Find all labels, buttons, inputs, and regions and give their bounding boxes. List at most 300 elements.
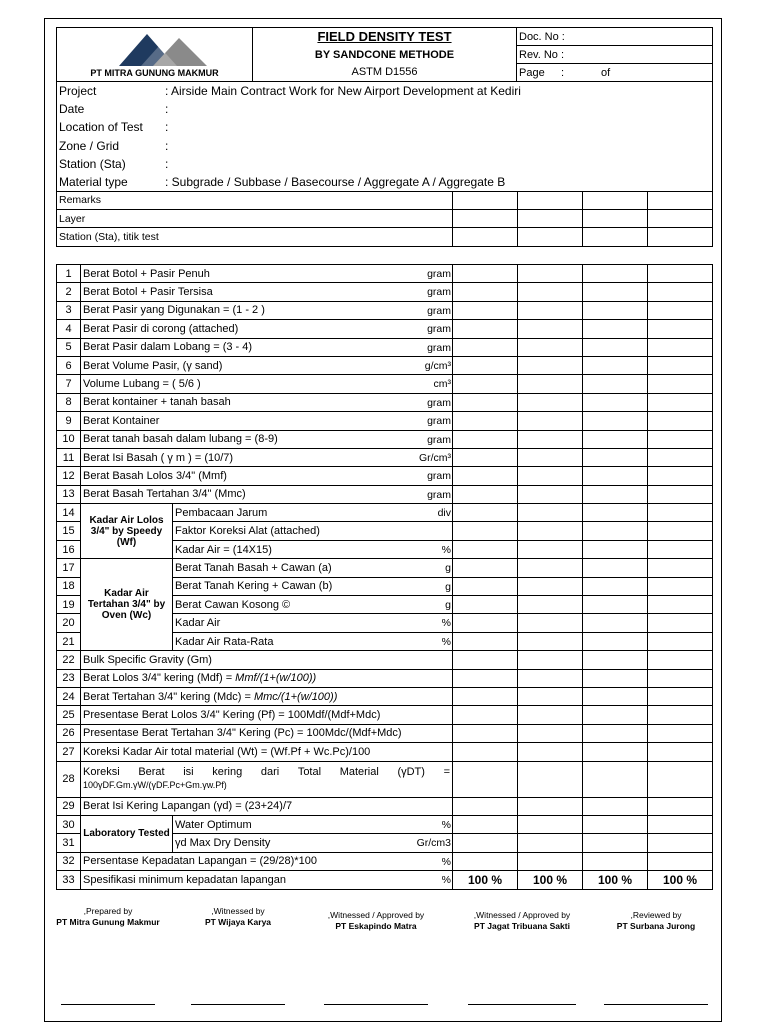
row-value-cell[interactable] [453, 706, 518, 724]
row-value-cell[interactable] [648, 504, 713, 522]
row-unit: % [441, 855, 452, 868]
extra-value-cell[interactable] [583, 228, 648, 246]
row-value-cell[interactable] [583, 412, 648, 430]
row-value-cell[interactable] [453, 743, 518, 761]
signature-org: PT Jagat Tribuana Sakti [474, 921, 570, 931]
doc-no-label: Doc. No : [517, 28, 713, 46]
table-row [57, 559, 713, 577]
info-value[interactable]: : Airside Main Contract Work for New Airport Development at Kediri [165, 83, 521, 98]
signature-block [158, 906, 318, 1016]
spec-value-cell[interactable]: 100 % [453, 871, 518, 889]
row-unit: gram [427, 488, 452, 501]
description-text: Berat tanah basah dalam lubang = (8-9) [83, 433, 278, 446]
row-description [81, 393, 453, 411]
row-number: 28 [57, 761, 81, 797]
row-description [173, 540, 453, 558]
row-number: 33 [57, 871, 81, 889]
row-value-cell[interactable] [518, 283, 583, 301]
row-unit: gram [427, 396, 452, 409]
row-value-cell[interactable] [453, 412, 518, 430]
description-text: Berat Lolos 3/4" kering (Mdf) = [83, 672, 236, 685]
row-value-cell[interactable] [518, 522, 583, 540]
info-row [57, 155, 713, 173]
row-value-cell[interactable] [518, 540, 583, 558]
extra-row-label: Layer [57, 210, 453, 228]
row-value-cell[interactable] [518, 577, 583, 595]
row-value-cell[interactable] [518, 412, 583, 430]
row-unit: g [445, 580, 452, 593]
row-description [81, 320, 453, 338]
row-value-cell[interactable] [583, 467, 648, 485]
row-value-cell[interactable] [583, 651, 648, 669]
row-value-cell[interactable] [518, 301, 583, 319]
row-description [81, 467, 453, 485]
signature-line[interactable] [468, 1004, 576, 1005]
row-number: 9 [57, 412, 81, 430]
signature-org: PT Eskapindo Matra [335, 921, 417, 931]
row-value-cell[interactable] [453, 540, 518, 558]
row-value-cell[interactable] [648, 448, 713, 466]
row-value-cell[interactable] [648, 743, 713, 761]
row-value-cell[interactable] [518, 393, 583, 411]
signature-line[interactable] [324, 1004, 428, 1005]
info-label: Station (Sta) [59, 156, 126, 171]
description-text: Berat Tertahan 3/4" kering (Mdc) = [83, 690, 254, 703]
row28-word: isi [183, 766, 194, 779]
row-value-cell[interactable] [518, 834, 583, 852]
row-description [81, 412, 453, 430]
row-value-cell[interactable] [583, 852, 648, 870]
info-value[interactable]: : Subgrade / Subbase / Basecourse / Aggregate A / Aggregate B [165, 174, 506, 189]
row-value-cell[interactable] [518, 448, 583, 466]
row-value-cell[interactable] [648, 301, 713, 319]
table-row [57, 797, 713, 815]
row-value-cell[interactable] [648, 651, 713, 669]
row-description [81, 871, 453, 889]
row-value-cell[interactable] [583, 743, 648, 761]
row-value-cell[interactable] [453, 669, 518, 687]
extra-row-label: Remarks [57, 191, 453, 209]
row-value-cell[interactable] [518, 706, 583, 724]
row-description [173, 596, 453, 614]
row-value-cell[interactable] [453, 522, 518, 540]
row-number: 18 [57, 577, 81, 595]
signature-role: ,Witnessed / Approved by [327, 910, 425, 920]
extra-value-cell[interactable] [648, 191, 713, 209]
row-value-cell[interactable] [648, 815, 713, 833]
row-value-cell[interactable] [583, 430, 648, 448]
row-value-cell[interactable] [453, 504, 518, 522]
row-description [81, 430, 453, 448]
table-row [57, 761, 713, 797]
row-value-cell[interactable] [453, 651, 518, 669]
extra-row [57, 191, 713, 209]
row-number: 10 [57, 430, 81, 448]
row-number: 25 [57, 706, 81, 724]
row-value-cell[interactable] [453, 815, 518, 833]
row-description [81, 669, 453, 687]
info-label: Zone / Grid [59, 138, 120, 153]
row-description [81, 706, 453, 724]
row-unit: gram [427, 323, 452, 336]
row-value-cell[interactable] [518, 614, 583, 632]
description-text: Berat Pasir di corong (attached) [83, 322, 239, 335]
row-description [173, 834, 453, 852]
row-value-cell[interactable] [648, 724, 713, 742]
row-value-cell[interactable] [583, 283, 648, 301]
table-row [57, 393, 713, 411]
row-value-cell[interactable] [518, 761, 583, 797]
row-number: 15 [57, 522, 81, 540]
row-value-cell[interactable] [518, 430, 583, 448]
signature-org: PT Wijaya Karya [204, 917, 272, 927]
row-value-cell[interactable] [583, 265, 648, 283]
row-description [81, 761, 453, 797]
spec-value-cell[interactable]: 100 % [518, 871, 583, 889]
row-value-cell[interactable] [453, 283, 518, 301]
row-value-cell[interactable] [453, 834, 518, 852]
row-number: 13 [57, 485, 81, 503]
info-value[interactable]: : [165, 120, 169, 135]
row-value-cell[interactable] [583, 687, 648, 705]
row-number: 2 [57, 283, 81, 301]
row-value-cell[interactable] [583, 596, 648, 614]
page-label [517, 64, 713, 82]
row-description [81, 283, 453, 301]
info-cell [57, 118, 713, 136]
row-value-cell[interactable] [518, 320, 583, 338]
row-value-cell[interactable] [648, 283, 713, 301]
table-row [57, 669, 713, 687]
row-value-cell[interactable] [583, 632, 648, 650]
row-value-cell[interactable] [453, 393, 518, 411]
row-value-cell[interactable] [583, 301, 648, 319]
row-value-cell[interactable] [583, 540, 648, 558]
row-number: 11 [57, 448, 81, 466]
row-value-cell[interactable] [648, 375, 713, 393]
row-value-cell[interactable] [453, 467, 518, 485]
row-description [81, 797, 453, 815]
row-description [81, 338, 453, 356]
info-row [57, 173, 713, 191]
description-text: Presentase Berat Lolos 3/4" Kering (Pf) = 100Mdf/(Mdf+Mdc) [83, 709, 381, 722]
row-value-cell[interactable] [453, 852, 518, 870]
description-text: Berat Pasir yang Digunakan = (1 - 2 ) [83, 304, 265, 317]
signature-org: PT Surbana Jurong [616, 921, 696, 931]
row-description [81, 265, 453, 283]
table-row [57, 356, 713, 374]
extra-value-cell[interactable] [518, 210, 583, 228]
extra-value-cell[interactable] [648, 210, 713, 228]
row-description [173, 559, 453, 577]
row-unit: % [441, 543, 452, 556]
row-value-cell[interactable] [583, 706, 648, 724]
row-value-cell[interactable] [453, 761, 518, 797]
row-unit: % [441, 818, 452, 831]
row-value-cell[interactable] [453, 614, 518, 632]
description-text: Kadar Air Rata-Rata [175, 635, 274, 648]
row-number: 29 [57, 797, 81, 815]
row-value-cell[interactable] [453, 596, 518, 614]
row-value-cell[interactable] [648, 632, 713, 650]
description-text: Presentase Berat Tertahan 3/4" Kering (Pc) = 100Mdc/(Mdf+Mdc) [83, 727, 402, 740]
table-row [57, 301, 713, 319]
info-cell [57, 82, 713, 100]
row-number: 32 [57, 852, 81, 870]
row-value-cell[interactable] [583, 522, 648, 540]
row-value-cell[interactable] [583, 504, 648, 522]
row-value-cell[interactable] [453, 687, 518, 705]
row-value-cell[interactable] [518, 265, 583, 283]
row-unit: g [445, 562, 452, 575]
row-value-cell[interactable] [648, 614, 713, 632]
row-value-cell[interactable] [453, 485, 518, 503]
signature-org: PT Mitra Gunung Makmur [56, 917, 160, 927]
row-unit: Gr/cm³ [418, 451, 452, 464]
row-value-cell[interactable] [518, 724, 583, 742]
row-value-cell[interactable] [583, 448, 648, 466]
extra-value-cell[interactable] [518, 228, 583, 246]
description-text: Berat Kontainer [83, 414, 160, 427]
row-number: 21 [57, 632, 81, 650]
extra-value-cell[interactable] [453, 228, 518, 246]
row-value-cell[interactable] [648, 430, 713, 448]
table-row [57, 338, 713, 356]
row-description [81, 651, 453, 669]
row-number: 31 [57, 834, 81, 852]
row-value-cell[interactable] [518, 669, 583, 687]
row-value-cell[interactable] [518, 852, 583, 870]
table-row [57, 283, 713, 301]
description-formula: Mmc/(1+(w/100)) [253, 690, 338, 703]
info-row [57, 136, 713, 154]
row-value-cell[interactable] [583, 797, 648, 815]
row-number: 14 [57, 504, 81, 522]
row-value-cell[interactable] [648, 467, 713, 485]
row-value-cell[interactable] [453, 430, 518, 448]
row-value-cell[interactable] [518, 559, 583, 577]
row-description [173, 614, 453, 632]
description-text: Volume Lubang = ( 5/6 ) [83, 378, 201, 391]
row-value-cell[interactable] [648, 559, 713, 577]
row-value-cell[interactable] [518, 504, 583, 522]
row-description [173, 504, 453, 522]
row-unit: gram [427, 433, 452, 446]
row-value-cell[interactable] [648, 265, 713, 283]
row-value-cell[interactable] [453, 320, 518, 338]
row-value-cell[interactable] [453, 375, 518, 393]
signature-line[interactable] [191, 1004, 285, 1005]
row-description [81, 852, 453, 870]
table-row [57, 448, 713, 466]
row-value-cell[interactable] [583, 761, 648, 797]
info-row [57, 100, 713, 118]
signature-line[interactable] [604, 1004, 708, 1005]
row-number: 4 [57, 320, 81, 338]
row-description [173, 815, 453, 833]
row-value-cell[interactable] [648, 834, 713, 852]
signature-block [576, 910, 736, 1020]
row28-word: = [443, 766, 450, 779]
row-value-cell[interactable] [518, 651, 583, 669]
row-value-cell[interactable] [583, 614, 648, 632]
row-value-cell[interactable] [583, 669, 648, 687]
row-unit: div [437, 507, 452, 520]
row-value-cell[interactable] [453, 356, 518, 374]
row-value-cell[interactable] [648, 412, 713, 430]
row-value-cell[interactable] [648, 393, 713, 411]
row-value-cell[interactable] [518, 632, 583, 650]
page-text: Page [519, 66, 545, 79]
row-value-cell[interactable] [453, 724, 518, 742]
group-label: Laboratory Tested [81, 815, 173, 852]
form-title: FIELD DENSITY TEST [253, 28, 517, 46]
row-value-cell[interactable] [648, 596, 713, 614]
row-number: 30 [57, 815, 81, 833]
row-value-cell[interactable] [648, 320, 713, 338]
row-value-cell[interactable] [583, 834, 648, 852]
table-row [57, 743, 713, 761]
signature-role: ,Witnessed / Approved by [473, 910, 571, 920]
info-label: Location of Test [59, 120, 143, 135]
table-row [57, 815, 713, 833]
row-value-cell[interactable] [518, 375, 583, 393]
description-text: Faktor Koreksi Alat (attached) [175, 525, 320, 538]
row-value-cell[interactable] [583, 320, 648, 338]
table-row [57, 504, 713, 522]
description-text: Berat Basah Lolos 3/4" (Mmf) [83, 469, 227, 482]
signature-block [296, 910, 456, 1020]
row-description [81, 687, 453, 705]
extra-value-cell[interactable] [453, 210, 518, 228]
row-unit: gram [427, 304, 452, 317]
row-value-cell[interactable] [648, 687, 713, 705]
row-value-cell[interactable] [453, 632, 518, 650]
description-formula: Mmf/(1+(w/100)) [235, 672, 317, 685]
table-row [57, 320, 713, 338]
description-text: Bulk Specific Gravity (Gm) [83, 653, 212, 666]
row-value-cell[interactable] [518, 485, 583, 503]
info-value[interactable]: : [165, 101, 169, 116]
row-number: 6 [57, 356, 81, 374]
info-value[interactable]: : [165, 138, 169, 153]
extra-value-cell[interactable] [453, 191, 518, 209]
row-value-cell[interactable] [518, 467, 583, 485]
row-value-cell[interactable] [453, 265, 518, 283]
row-value-cell[interactable] [518, 596, 583, 614]
row-value-cell[interactable] [583, 356, 648, 374]
row-value-cell[interactable] [583, 375, 648, 393]
row-value-cell[interactable] [583, 724, 648, 742]
row-value-cell[interactable] [453, 797, 518, 815]
signature-role: ,Witnessed by [211, 906, 265, 916]
row-value-cell[interactable] [648, 540, 713, 558]
row-value-cell[interactable] [453, 301, 518, 319]
extra-row [57, 228, 713, 246]
row-number: 23 [57, 669, 81, 687]
info-label: Project [59, 83, 97, 98]
info-value[interactable]: : [165, 156, 169, 171]
row-value-cell[interactable] [453, 448, 518, 466]
row-value-cell[interactable] [518, 356, 583, 374]
table-row [57, 651, 713, 669]
row-value-cell[interactable] [648, 669, 713, 687]
row-value-cell[interactable] [648, 356, 713, 374]
row-value-cell[interactable] [648, 338, 713, 356]
row-number: 24 [57, 687, 81, 705]
row-value-cell[interactable] [583, 815, 648, 833]
row-value-cell[interactable] [583, 577, 648, 595]
row-value-cell[interactable] [648, 485, 713, 503]
row-value-cell[interactable] [648, 706, 713, 724]
company-logo-icon [119, 34, 229, 66]
row-value-cell[interactable] [453, 577, 518, 595]
signature-line[interactable] [61, 1004, 155, 1005]
row-value-cell[interactable] [583, 485, 648, 503]
row-value-cell[interactable] [648, 522, 713, 540]
row-number: 5 [57, 338, 81, 356]
description-text: Berat kontainer + tanah basah [83, 396, 231, 409]
info-row [57, 118, 713, 136]
row-unit: gram [427, 470, 452, 483]
row-unit: % [441, 617, 452, 630]
row-value-cell[interactable] [648, 577, 713, 595]
row-number: 7 [57, 375, 81, 393]
description-text: Berat Pasir dalam Lobang = (3 - 4) [83, 341, 253, 354]
table-row [57, 687, 713, 705]
info-table [56, 81, 713, 247]
row-value-cell[interactable] [518, 687, 583, 705]
spec-value-cell[interactable]: 100 % [648, 871, 713, 889]
row-value-cell[interactable] [518, 743, 583, 761]
table-row [57, 724, 713, 742]
row-value-cell[interactable] [518, 797, 583, 815]
row-value-cell[interactable] [583, 338, 648, 356]
row-value-cell[interactable] [648, 761, 713, 797]
row-value-cell[interactable] [583, 393, 648, 411]
spec-value-cell[interactable]: 100 % [583, 871, 648, 889]
row28-word: kering [212, 766, 243, 779]
row-unit: g/cm³ [424, 359, 452, 372]
row-value-cell[interactable] [453, 559, 518, 577]
row-value-cell[interactable] [518, 815, 583, 833]
extra-value-cell[interactable] [583, 191, 648, 209]
row-number: 8 [57, 393, 81, 411]
logo-cell [57, 28, 253, 82]
row-description [81, 448, 453, 466]
row-value-cell[interactable] [518, 338, 583, 356]
row28-word: Koreksi [83, 766, 120, 779]
row-value-cell[interactable] [583, 559, 648, 577]
table-row [57, 467, 713, 485]
info-cell [57, 100, 713, 118]
row-number: 19 [57, 596, 81, 614]
extra-value-cell[interactable] [648, 228, 713, 246]
row-value-cell[interactable] [648, 852, 713, 870]
row-number: 26 [57, 724, 81, 742]
row-unit: gram [427, 286, 452, 299]
row-number: 20 [57, 614, 81, 632]
description-text: Berat Botol + Pasir Penuh [83, 267, 210, 280]
row28-word: Berat [138, 766, 165, 779]
info-cell [57, 136, 713, 154]
row-value-cell[interactable] [453, 338, 518, 356]
row-value-cell[interactable] [648, 797, 713, 815]
main-table [56, 264, 713, 890]
description-text: Berat Isi Kering Lapangan (γd) = (23+24)/7 [83, 800, 293, 813]
extra-value-cell[interactable] [583, 210, 648, 228]
extra-value-cell[interactable] [518, 191, 583, 209]
